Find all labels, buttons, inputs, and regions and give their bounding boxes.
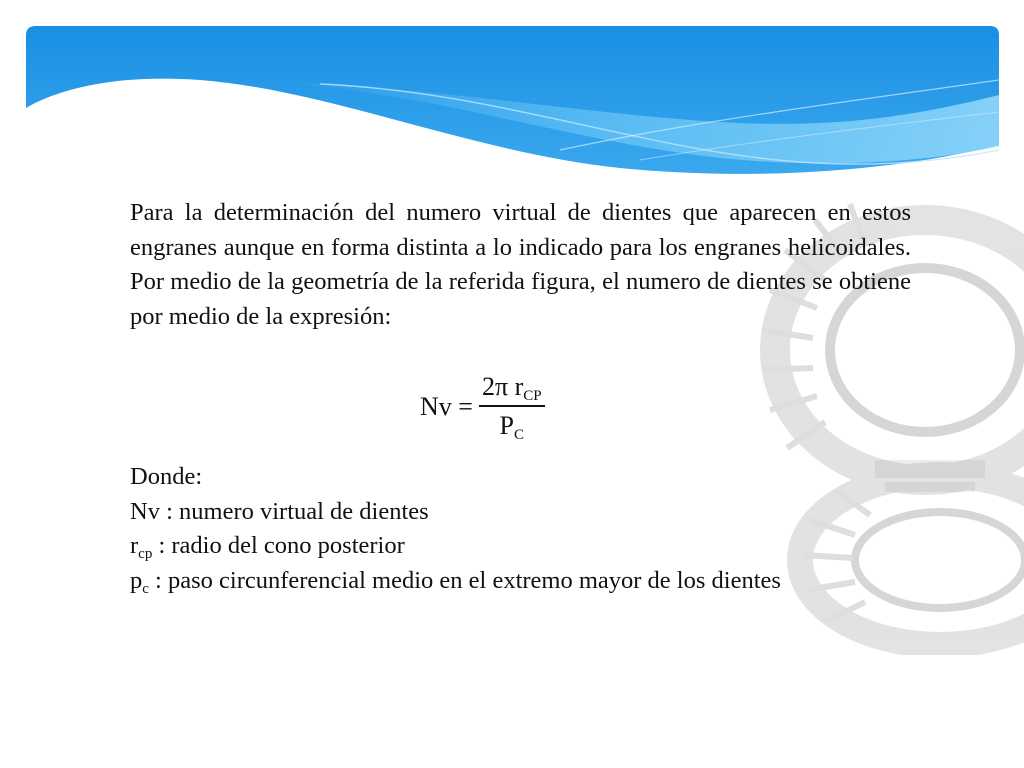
formula-lhs: Nv = <box>420 392 473 421</box>
formula-block <box>130 367 911 461</box>
formula-numerator-main: 2π r <box>481 372 524 402</box>
formula-denominator-main: P <box>499 410 514 440</box>
definition-symbol-sub: cp <box>138 546 153 562</box>
header-wave-banner <box>0 0 1024 190</box>
definition-symbol: Nv <box>130 497 160 525</box>
formula-numerator <box>479 371 545 405</box>
definition-symbol: p <box>130 566 143 594</box>
definitions-heading: Donde: <box>130 463 203 490</box>
definition-text: : numero virtual de dientes <box>159 497 429 525</box>
definition-symbol: r <box>130 532 139 559</box>
definition-text: : paso circunferencial medio en el extremo mayor de los dientes <box>148 566 781 594</box>
definition-symbol-sub: c <box>142 580 149 597</box>
formula-denominator <box>500 407 524 443</box>
intro-paragraph: Para la determinación del numero virtual de dientes que aparecen en estos engranes aunque en forma distinta a lo indicado para los engranes helicoidales. Por medio de la geometría de la referida figura, el numero de dientes se obtiene por medio de la expresión: <box>130 199 911 330</box>
definition-item <box>130 495 911 530</box>
formula-fraction <box>479 371 545 443</box>
formula-numerator-sub: CP <box>523 388 542 405</box>
definition-item <box>130 564 911 599</box>
definition-item <box>130 529 911 564</box>
definitions-list <box>130 460 911 598</box>
slide-content <box>130 196 911 598</box>
formula-denominator-sub: C <box>514 426 525 443</box>
formula <box>420 367 545 447</box>
definition-text: : radio del cono posterior <box>152 532 405 559</box>
